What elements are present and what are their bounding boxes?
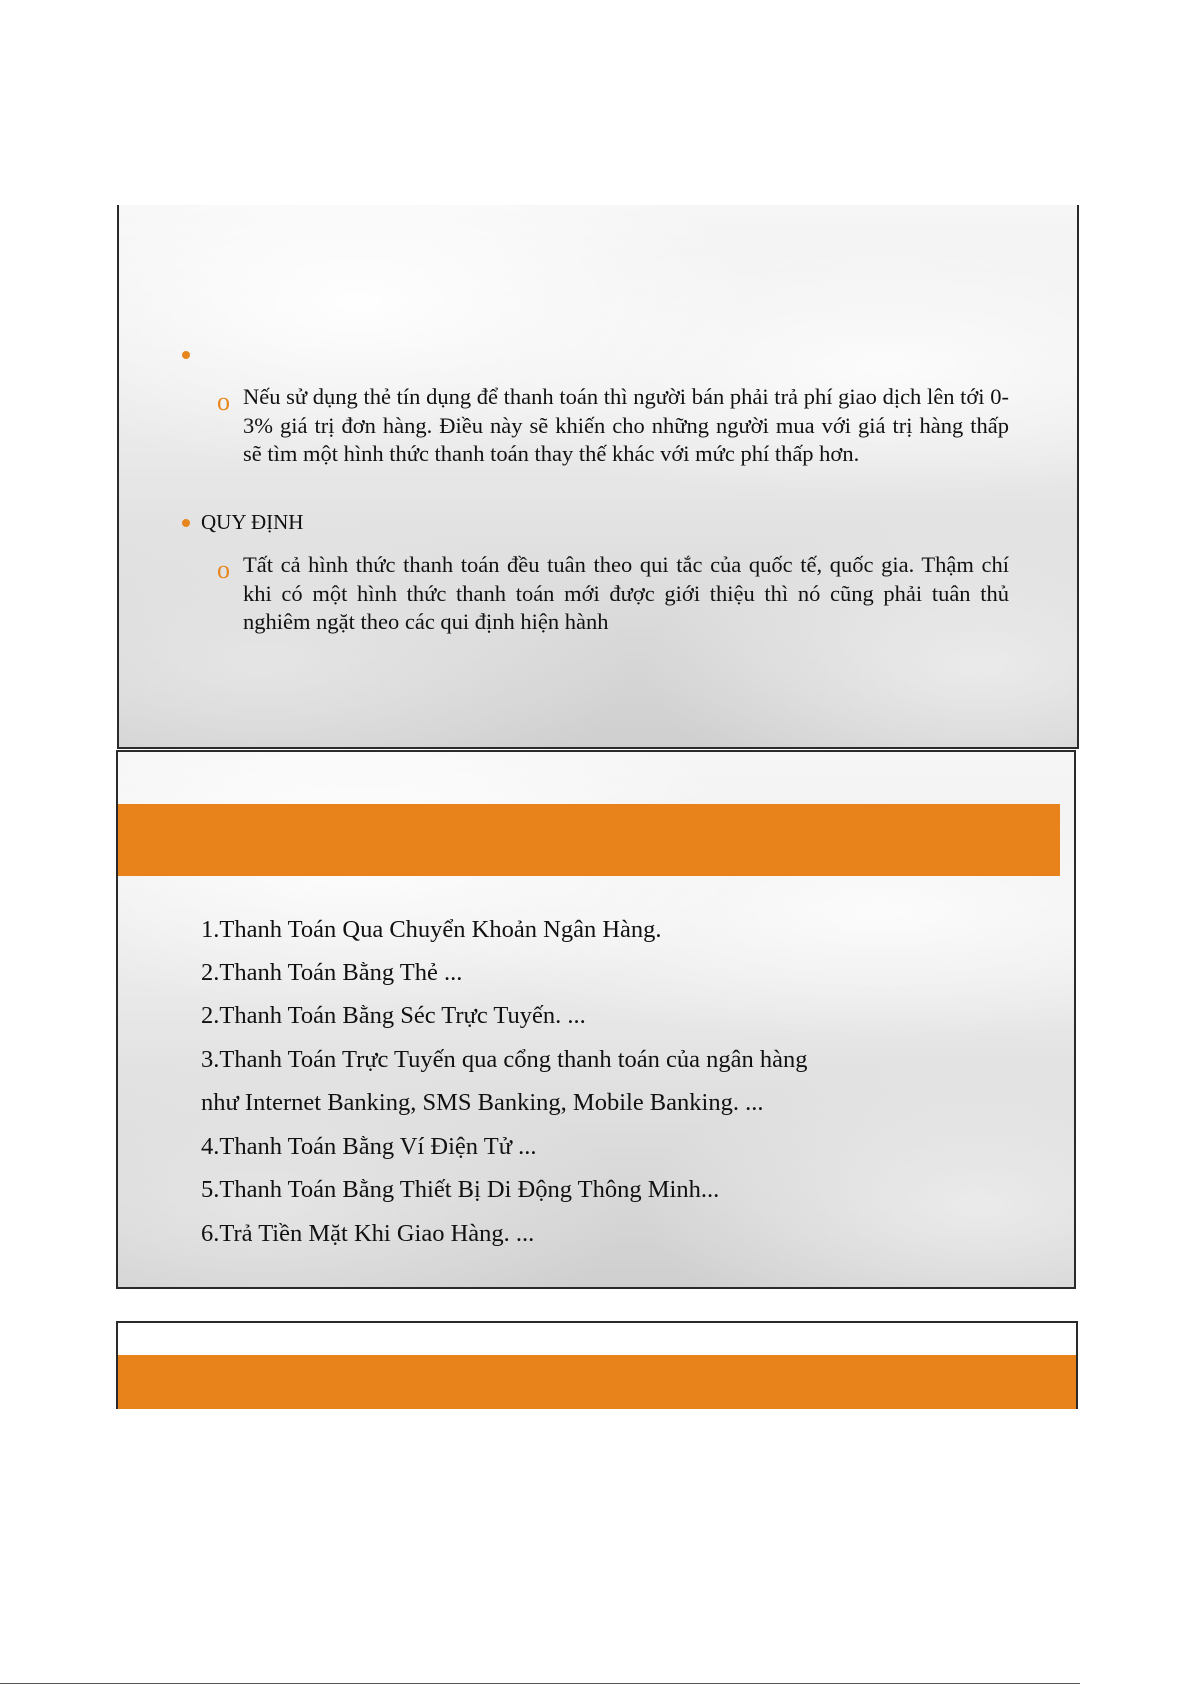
sub-bullet-marker: o [217,387,230,416]
title-bar [118,804,1060,876]
bullet-dot [182,351,190,359]
list-item: như Internet Banking, SMS Banking, Mobile Banking. ... [201,1089,764,1116]
regulation-paragraph: Tất cả hình thức thanh toán đều tuân theo qui tắc của quốc tế, quốc gia. Thậm chí khi có một hình thức thanh toán mới được giới thiệu thì nó cũng phải tuân thủ nghiêm ngặt theo các qui định hiện hành [243,552,1009,634]
slide-payment-methods [116,750,1076,1289]
list-item: 6.Trả Tiền Mặt Khi Giao Hàng. ... [201,1220,535,1247]
list-item: 2.Thanh Toán Bằng Séc Trực Tuyến. ... [201,1002,586,1029]
list-item: 1.Thanh Toán Qua Chuyển Khoản Ngân Hàng. [201,916,662,943]
list-item: 4.Thanh Toán Bằng Ví Điện Tử ... [201,1133,537,1160]
title-bar [118,1355,1078,1409]
list-item: 2.Thanh Toán Bằng Thẻ ... [201,959,463,986]
regulation-heading: QUY ĐỊNH [201,510,304,534]
bullet-dot [182,519,190,527]
credit-card-fee-paragraph: Nếu sử dụng thẻ tín dụng để thanh toán thì người bán phải trả phí giao dịch lên tới 0-3% giá trị đơn hàng. Điều này sẽ khiến cho những người mua với giá trị hàng thấp sẽ tìm một hình thức thanh toán thay thế khác với mức phí thấp hơn. [243,384,1009,466]
page-bottom-rule [0,1683,1080,1684]
slide-partial [116,1321,1078,1409]
sub-bullet-marker: o [217,555,230,584]
list-item: 5.Thanh Toán Bằng Thiết Bị Di Động Thông Minh... [201,1176,720,1203]
slide-payment-fees [117,205,1079,749]
list-item: 3.Thanh Toán Trực Tuyến qua cổng thanh toán của ngân hàng [201,1046,808,1073]
